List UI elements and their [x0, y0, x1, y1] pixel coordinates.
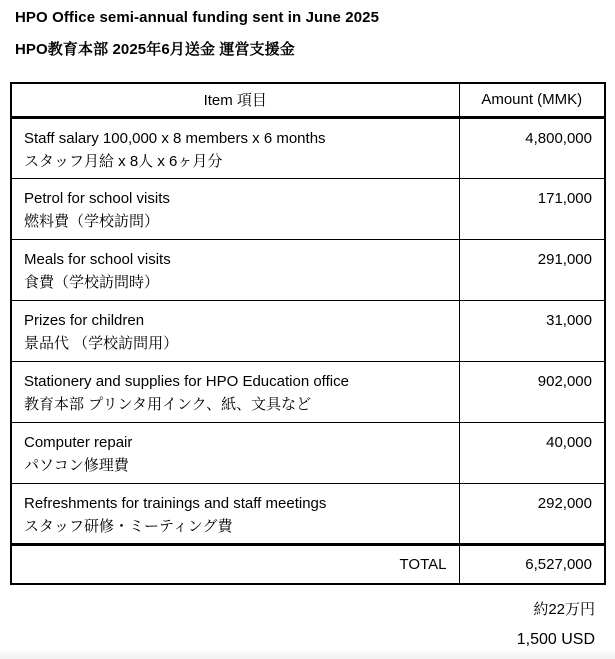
item-text-en: Meals for school visits: [24, 250, 171, 268]
item-text-ja: 景品代 （学校訪問用）: [24, 334, 179, 352]
amount-value: 292,000: [459, 483, 605, 544]
amount-value: 40,000: [459, 422, 605, 483]
item-cell: [11, 361, 459, 422]
table-header-row: [11, 83, 605, 117]
amount-value: 291,000: [459, 239, 605, 300]
page-bottom-edge: [0, 649, 615, 659]
item-cell: [11, 422, 459, 483]
total-amount: 6,527,000: [459, 544, 605, 584]
item-cell: [11, 178, 459, 239]
amount-value: 902,000: [459, 361, 605, 422]
item-text-en: Petrol for school visits: [24, 189, 170, 207]
item-text-en: Staff salary 100,000 x 8 members x 6 months: [24, 129, 326, 147]
item-text-ja: 教育本部 プリンタ用インク、紙、文具など: [24, 395, 312, 413]
total-label: TOTAL: [11, 544, 459, 584]
jpy-approx-note: 約22万円: [533, 601, 595, 618]
item-text-ja: パソコン修理費: [24, 456, 129, 474]
item-text-ja: 食費（学校訪問時）: [24, 273, 160, 291]
amount-value: 171,000: [459, 178, 605, 239]
item-text-ja: スタッフ月給 x 8人 x 6ヶ月分: [24, 152, 223, 170]
item-text-en: Prizes for children: [24, 311, 145, 329]
table-header-amount: Amount (MMK): [459, 83, 605, 117]
table-row: [11, 483, 605, 544]
table-row: [11, 239, 605, 300]
item-cell: [11, 117, 459, 178]
table-row: [11, 300, 605, 361]
document-subtitle: HPO教育本部 2025年6月送金 運営支援金: [15, 41, 295, 58]
footer-notes: [10, 598, 604, 649]
item-cell: [11, 239, 459, 300]
total-row: [11, 544, 605, 584]
table-row: [11, 117, 605, 178]
usd-approx-note: 1,500 USD: [516, 631, 595, 648]
item-cell: [11, 300, 459, 361]
funding-table: [10, 82, 606, 585]
table-row: [11, 178, 605, 239]
item-text-ja: 燃料費（学校訪問）: [24, 212, 160, 230]
amount-value: 4,800,000: [459, 117, 605, 178]
amount-value: 31,000: [459, 300, 605, 361]
item-text-ja: スタッフ研修・ミーティング費: [24, 517, 233, 535]
item-text-en: Refreshments for trainings and staff meetings: [24, 494, 327, 512]
table-row: [11, 422, 605, 483]
table-row: [11, 361, 605, 422]
document-title: HPO Office semi-annual funding sent in June 2025: [15, 9, 380, 26]
item-cell: [11, 483, 459, 544]
table-header-item: Item 項目: [11, 83, 459, 117]
item-text-en: Computer repair: [24, 433, 133, 451]
item-text-en: Stationery and supplies for HPO Education office: [24, 372, 349, 390]
